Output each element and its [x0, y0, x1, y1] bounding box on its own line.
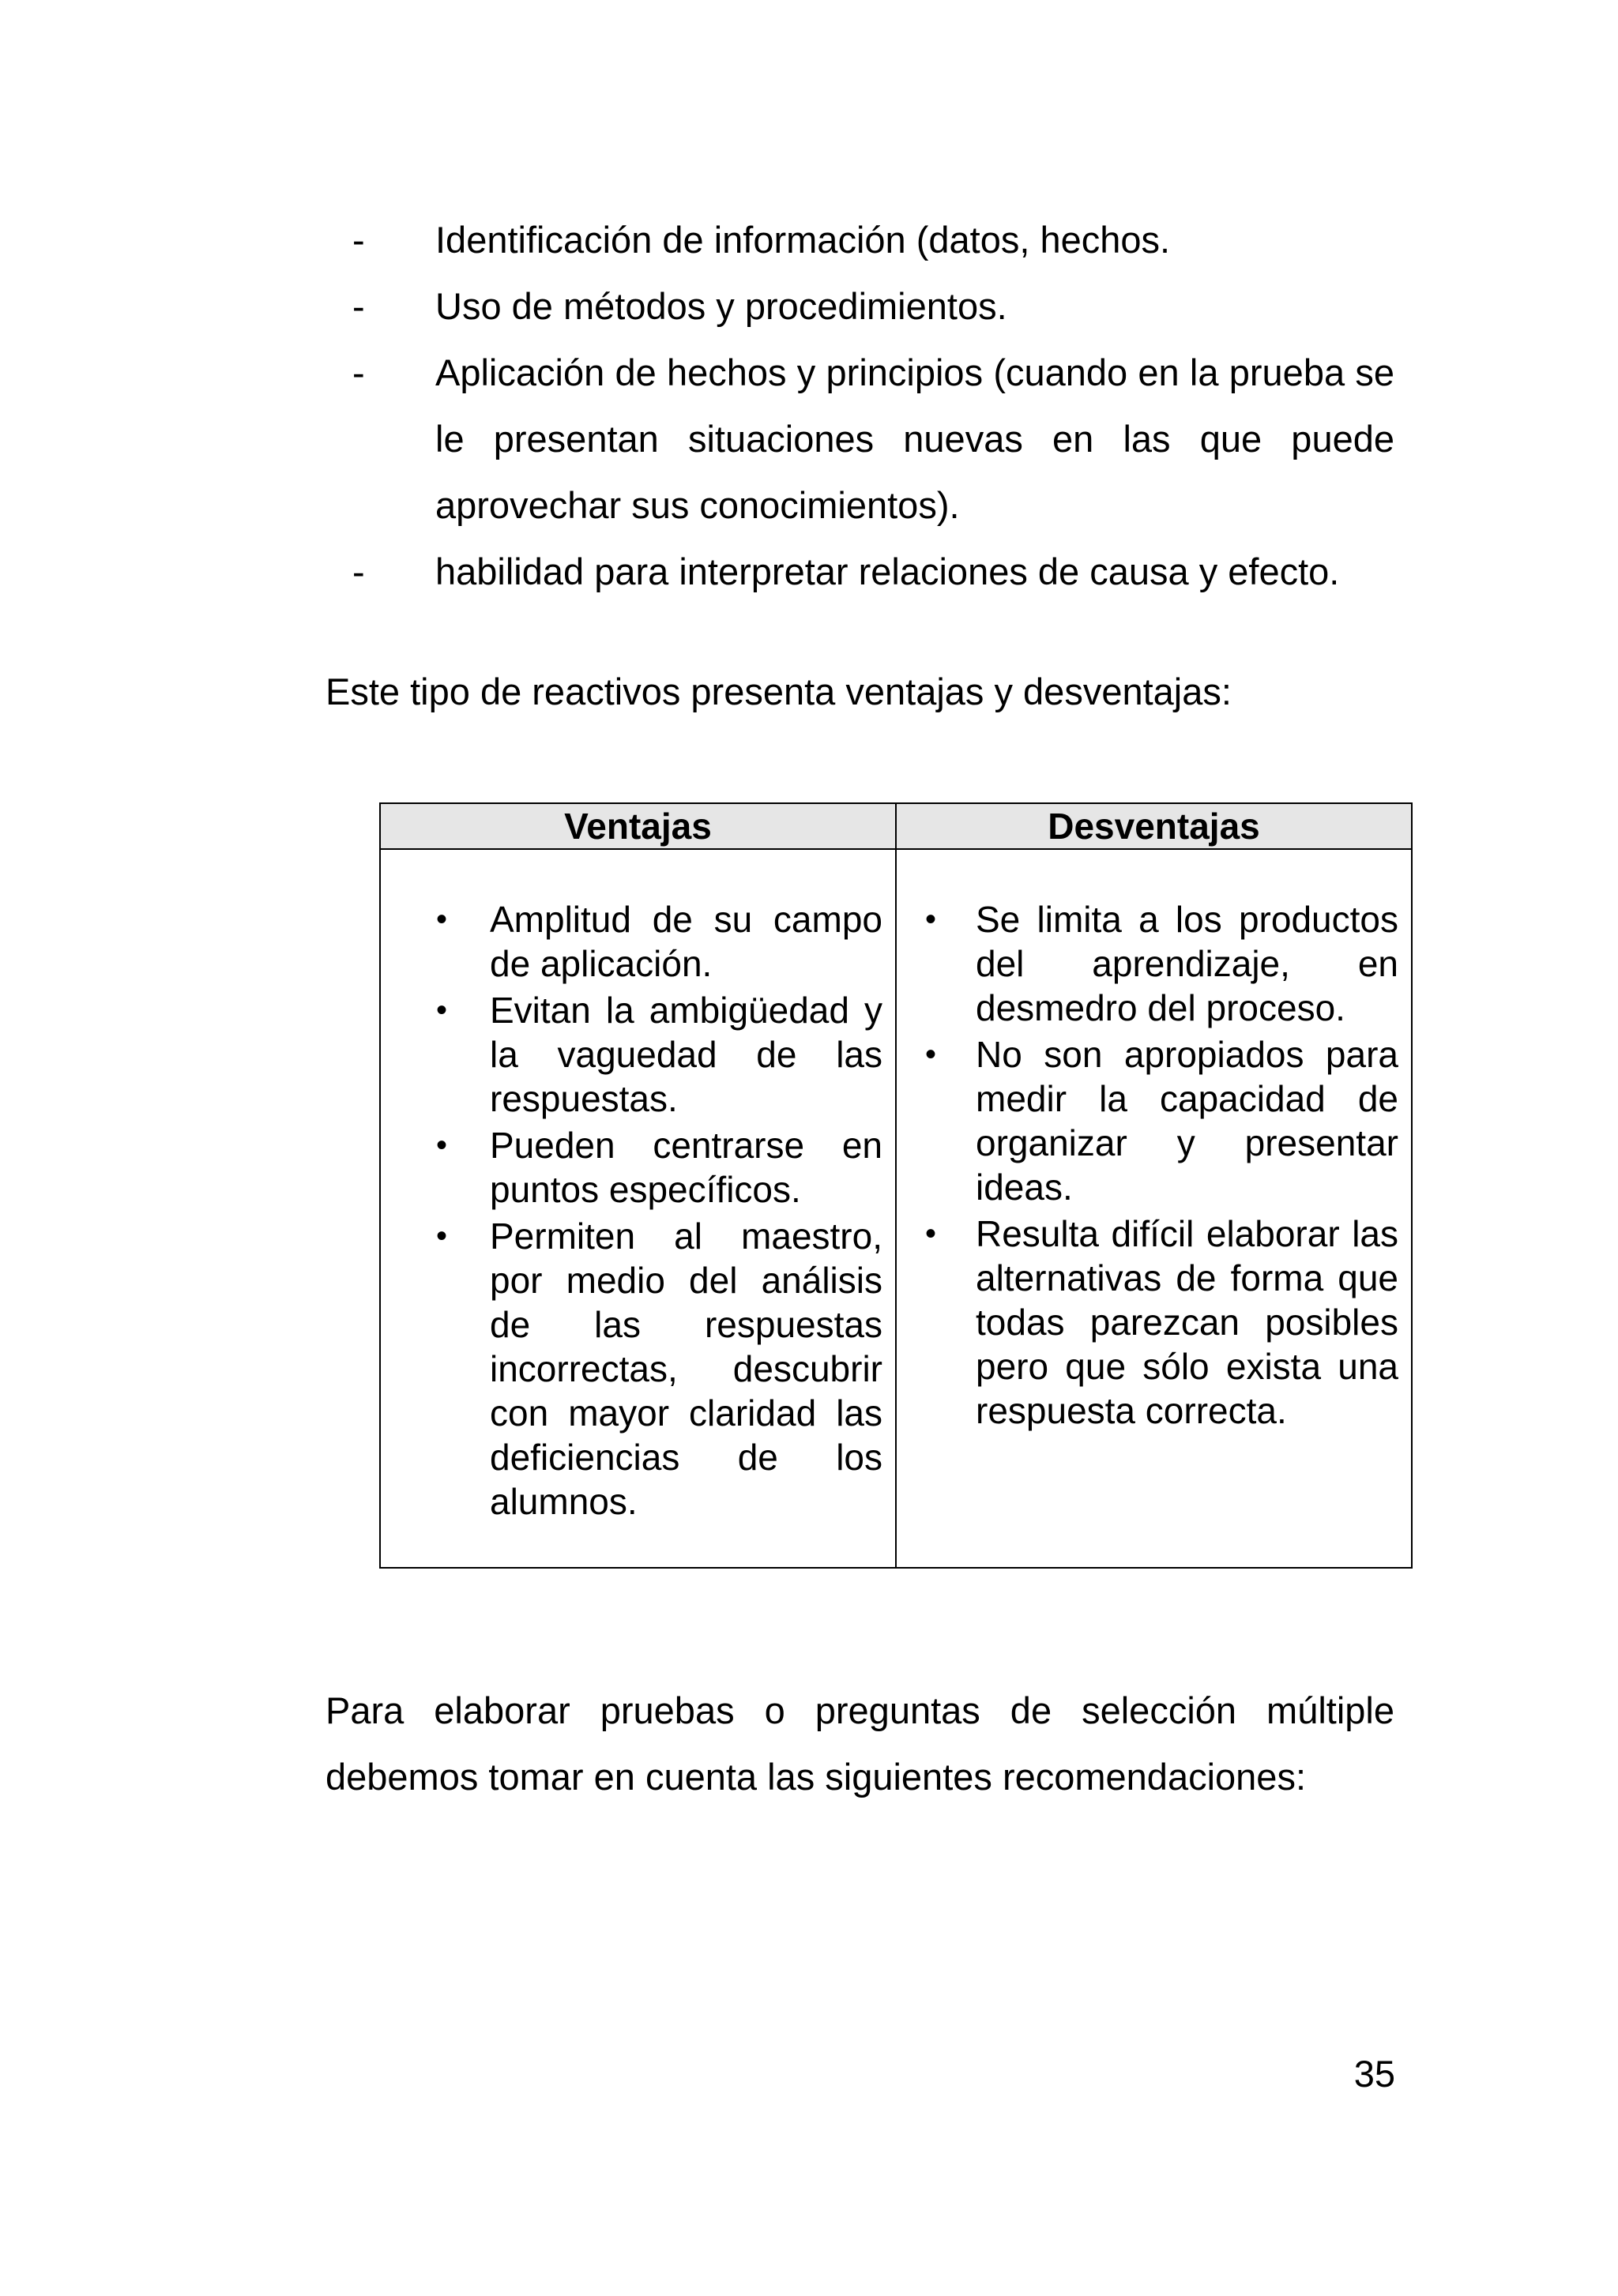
ventaja-text: Pueden centrarse en puntos específicos.: [490, 1125, 882, 1210]
dash-marker: -: [352, 219, 365, 261]
desventaja-text: Se limita a los productos del aprendizaje, en desmedro del proceso.: [976, 899, 1398, 1028]
desventaja-text: No son apropiados para medir la capacidad de organizar y presentar ideas.: [976, 1034, 1398, 1208]
ventaja-text: Evitan la ambigüedad y la vaguedad de las respuestas.: [490, 990, 882, 1119]
bullet-icon: •: [925, 1037, 937, 1072]
ventajas-cell: [380, 849, 896, 1568]
list-item: [897, 1032, 1398, 1209]
bullet-icon: •: [436, 1128, 448, 1163]
ventaja-text: Permiten al maestro, por medio del análisis de las respuestas incorrectas, descubrir con mayor claridad las deficiencias de los alumnos.: [490, 1216, 882, 1522]
list-item: [897, 1212, 1398, 1433]
dash-marker: -: [352, 351, 365, 393]
bullet-icon: •: [436, 1219, 448, 1253]
desventajas-list: [897, 850, 1411, 1433]
bullet-icon: •: [436, 993, 448, 1028]
table-header-row: [380, 803, 1412, 849]
dash-item-text: Aplicación de hechos y principios (cuando en la prueba se le presentan situaciones nuevas en las que puede aprovechar sus conocimientos).: [435, 351, 1394, 526]
bullet-icon: •: [925, 1216, 937, 1251]
dash-item-text: Uso de métodos y procedimientos.: [435, 285, 1007, 327]
intro-paragraph: Este tipo de reactivos presenta ventajas y desventajas:: [325, 671, 1232, 712]
dash-list: [0, 207, 1618, 605]
list-item: [381, 1123, 882, 1212]
page-number: 35: [1353, 2053, 1395, 2095]
bullet-icon: •: [925, 902, 937, 937]
dash-list-item: [0, 340, 1618, 539]
table-body-row: [380, 849, 1412, 1568]
dash-item-text: Identificación de información (datos, hechos.: [435, 219, 1171, 261]
ventaja-text: Amplitud de su campo de aplicación.: [490, 899, 882, 984]
desventajas-cell: [896, 849, 1412, 1568]
list-item: [381, 988, 882, 1121]
header-desventajas: Desventajas: [896, 803, 1412, 849]
dash-list-item: [0, 539, 1618, 605]
dash-marker: -: [352, 285, 365, 327]
list-item: [381, 1214, 882, 1524]
dash-list-item: [0, 273, 1618, 340]
closing-paragraph: Para elaborar pruebas o preguntas de selección múltiple debemos tomar en cuenta las siguientes recomendaciones:: [325, 1689, 1394, 1798]
desventaja-text: Resulta difícil elaborar las alternativas de forma que todas parezcan posibles pero que sólo exista una respuesta correcta.: [976, 1213, 1398, 1431]
bullet-icon: •: [436, 902, 448, 937]
header-ventajas: Ventajas: [380, 803, 896, 849]
comparison-table: [379, 802, 1413, 1569]
dash-list-item: [0, 207, 1618, 273]
comparison-table-wrapper: [379, 802, 1413, 1569]
dash-marker: -: [352, 551, 365, 592]
dash-item-text: habilidad para interpretar relaciones de causa y efecto.: [435, 551, 1340, 592]
ventajas-list: [381, 850, 895, 1524]
list-item: [897, 897, 1398, 1030]
list-item: [381, 897, 882, 986]
